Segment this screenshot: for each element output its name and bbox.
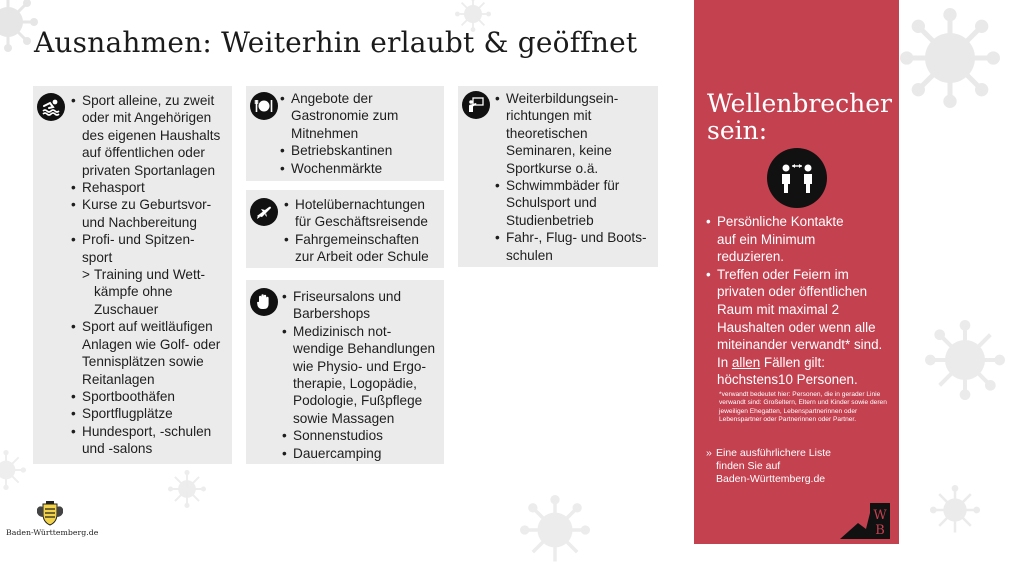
item-line: und Nachbereitung <box>82 214 197 230</box>
airplane-icon <box>250 198 278 226</box>
svg-text:W: W <box>873 508 887 523</box>
state-coat-of-arms-icon <box>33 501 67 527</box>
item-line: • Friseursalons und <box>293 289 402 304</box>
item-line: Sonnenstudios <box>293 428 383 444</box>
item-line: Barbershops <box>293 306 371 322</box>
item-line: Dauercamping <box>293 445 382 461</box>
list-item <box>284 231 444 266</box>
gastronomy-list <box>280 90 442 177</box>
item-line: Zuschauer <box>94 301 159 317</box>
item-line: auf öffentlichen oder <box>82 145 205 161</box>
wellenbrecher-panel <box>694 0 899 544</box>
item-line: wendige Behandlungen <box>293 341 436 357</box>
item-line: • Fahrgemeinschaften <box>295 231 419 247</box>
item-line: oder mit Angehörigen <box>82 110 212 126</box>
item-line: • Profi- und Spitzen- <box>82 232 195 248</box>
item-line: • Persönliche Kontakte <box>717 214 844 229</box>
virus-icon <box>900 8 1000 108</box>
virus-icon <box>520 495 590 565</box>
list-item <box>282 288 444 323</box>
list-item <box>71 196 231 231</box>
cutlery-icon <box>250 92 278 120</box>
item-line: therapie, Logopädie, <box>293 376 417 392</box>
item-line: Haushalten oder wenn alle <box>717 319 876 335</box>
item-line: • Sport auf weitläufigen <box>82 319 213 335</box>
item-line: reduzieren. <box>717 249 784 265</box>
item-line: Rehasport <box>82 180 145 196</box>
item-line: privaten oder öffentlichen <box>717 284 868 300</box>
state-logo <box>6 501 99 541</box>
travel-card <box>246 190 444 268</box>
footnote-line: verwandt sind: Großeltern, Eltern und Kinder sowie deren <box>719 399 887 407</box>
sub-list-item <box>71 266 231 318</box>
list-item <box>495 229 658 264</box>
item-line: Sportboothäfen <box>82 388 175 404</box>
item-line: • Weiterbildungsein- <box>506 91 619 106</box>
item-line: des eigenen Haushalts <box>82 127 221 143</box>
panel-title-line: Wellenbrecher <box>707 89 892 118</box>
item-line: Anlagen wie Golf- oder <box>82 336 221 352</box>
item-line: Reitanlagen <box>82 371 155 387</box>
list-item <box>71 318 231 388</box>
item-line: Sportflugplätze <box>82 406 173 422</box>
item-line: sport <box>82 249 113 265</box>
list-item <box>71 388 231 405</box>
item-line: • Hotelübernachtungen <box>295 197 425 212</box>
list-item <box>495 177 658 229</box>
item-line: Schulsport und <box>506 195 597 211</box>
footnote-line: *verwandt bedeutet hier: Personen, die in gerader Linie <box>719 391 881 398</box>
item-line: sowie Massagen <box>293 410 395 426</box>
svg-text:B: B <box>875 523 885 538</box>
page-title: Ausnahmen: Weiterhin erlaubt & geöffnet <box>34 26 638 59</box>
item-line: • Schwimmbäder für <box>506 178 620 194</box>
travel-list <box>284 196 444 266</box>
item-line: Gastronomie zum <box>291 108 399 124</box>
list-item <box>71 92 231 179</box>
item-line: Sportkurse o.ä. <box>506 160 599 176</box>
item-line: richtungen mit <box>506 108 592 124</box>
more-line: Eine ausführlichere Liste <box>716 447 831 459</box>
item-line: Betriebskantinen <box>291 143 393 159</box>
rule-line-2: höchstens10 Personen. <box>717 372 858 388</box>
sport-card <box>33 86 232 464</box>
sport-list <box>71 92 231 458</box>
gastronomy-card <box>246 86 444 181</box>
item-line: privaten Sportanlagen <box>82 162 216 178</box>
item-line: Wochenmärkte <box>291 160 383 176</box>
item-line: theoretischen <box>506 125 588 141</box>
more-info-link[interactable] <box>706 447 876 487</box>
item-line: • Treffen oder Feiern im <box>717 266 849 282</box>
more-marker: » <box>706 447 712 459</box>
list-item <box>282 323 444 427</box>
footnote <box>719 391 889 424</box>
sub-marker: > <box>82 267 90 283</box>
item-line: auf ein Minimum <box>717 231 816 247</box>
footnote-line: Lebenspartner oder Partnerinnen oder Partner. <box>719 415 857 423</box>
item-line: und -salons <box>82 441 153 457</box>
item-line: • Sport alleine, zu zweit <box>82 93 215 108</box>
swimmer-icon <box>37 93 65 121</box>
list-item <box>71 423 231 458</box>
item-line: Podologie, Fußpflege <box>293 393 423 409</box>
item-line: zur Arbeit oder Schule <box>295 249 429 265</box>
item-line: Raum mit maximal 2 <box>717 301 840 317</box>
education-card <box>458 86 658 267</box>
virus-icon <box>0 0 38 52</box>
item-line: für Geschäftsreisende <box>295 214 428 230</box>
virus-icon <box>0 450 26 490</box>
item-line: • Medizinisch not- <box>293 323 392 339</box>
services-list <box>282 288 444 462</box>
rule-prefix: In <box>717 354 732 370</box>
list-item <box>71 405 231 422</box>
item-line: Mitnehmen <box>291 125 359 141</box>
item-line: Seminaren, keine <box>506 143 612 159</box>
list-item <box>280 90 442 142</box>
wb-logo-icon <box>840 499 892 539</box>
virus-icon <box>930 485 980 535</box>
logo-text: Baden-Württemberg.de <box>6 528 99 537</box>
item-line: Studienbetrieb <box>506 212 594 228</box>
more-line: finden Sie auf <box>716 460 781 473</box>
item-line: Training und Wett- <box>94 267 206 283</box>
panel-title <box>707 90 892 144</box>
distance-people-icon <box>767 148 827 208</box>
item-line: wie Physio- und Ergo- <box>293 358 426 374</box>
teacher-icon <box>462 91 490 119</box>
item-line: • Hundesport, -schulen <box>82 423 212 439</box>
list-item <box>71 231 231 266</box>
list-item <box>280 142 442 159</box>
hand-icon <box>250 288 278 316</box>
list-item <box>282 445 444 462</box>
list-item <box>495 90 658 177</box>
list-item <box>706 266 898 389</box>
virus-icon <box>925 320 1005 400</box>
item-line: • Angebote der <box>291 91 373 106</box>
item-line: • Fahr-, Flug- und Boots- <box>506 230 647 246</box>
services-card <box>246 280 444 464</box>
list-item <box>282 427 444 444</box>
item-line: schulen <box>506 247 553 263</box>
item-line: kämpfe ohne <box>94 284 173 300</box>
list-item <box>71 179 231 196</box>
footnote-line: jeweiligen Ehegatten, Lebenspartnerinnen oder <box>719 407 858 415</box>
virus-icon <box>168 470 206 508</box>
item-line: miteinander verwandt* sind. <box>717 337 883 353</box>
list-item <box>284 196 444 231</box>
rule-suffix: Fällen gilt: <box>760 354 825 370</box>
panel-list <box>706 213 898 389</box>
list-item <box>280 160 442 177</box>
rule-line <box>717 354 898 372</box>
item-line: Tennisplätzen sowie <box>82 354 204 370</box>
panel-title-line: sein: <box>707 116 768 145</box>
list-item <box>706 213 898 266</box>
more-line: Baden-Württemberg.de <box>716 473 826 486</box>
education-list <box>495 90 658 264</box>
item-line: • Kurse zu Geburtsvor- <box>82 197 212 213</box>
rule-emphasis: allen <box>731 354 761 370</box>
